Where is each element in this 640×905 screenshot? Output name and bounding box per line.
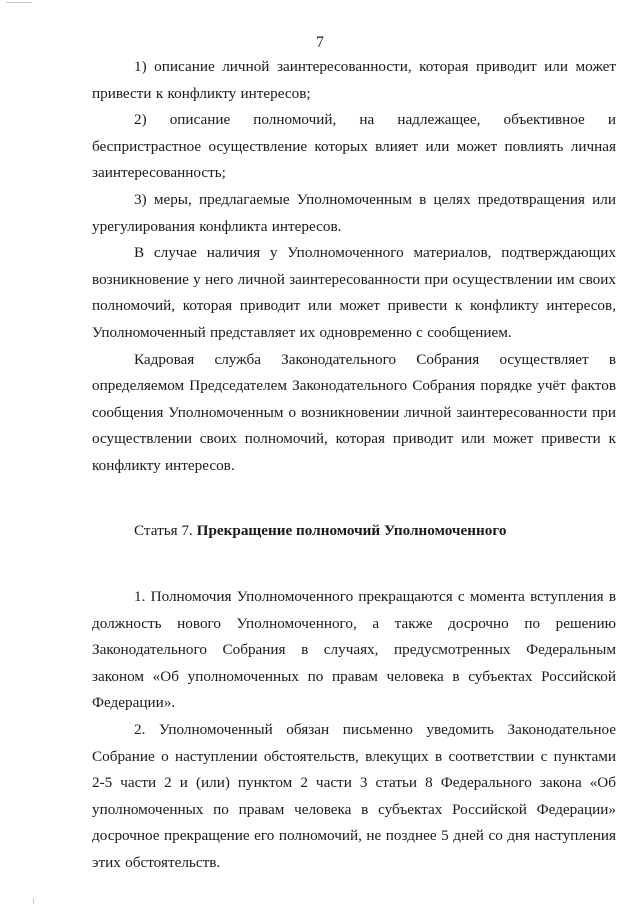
paragraph-item-2: 2) описание полномочий, на надлежащее, объективное и беспристрастное осуществление которых влияет или может повлиять личная заинтересованность; bbox=[92, 111, 616, 182]
paragraph-clause-2: 2. Уполномоченный обязан письменно уведомить Законодательное Собрание о наступлении обстоятельств, влекущих в соответствии с пунктами 2-5 части 2 и (или) пунктом 2 части 3 статьи 8 Федерального закона «Об уполномоченных по правам человека в субъектах Российской Федерации» досрочное прекращение его полномочий, не позднее 5 дней со дня наступления этих обстоятельств. bbox=[92, 721, 616, 872]
paragraph-item-3: 3) меры, предлагаемые Уполномоченным в целях предотвращения или урегулирования конфликта интересов. bbox=[92, 190, 616, 235]
paragraph-materials: В случае наличия у Уполномоченного материалов, подтверждающих возникновение у него личной заинтересованности при осуществлении им своих полномочий, которая приводит или может привести к конфликту интересов, Уполномоченный представляет их одновременно с сообщением. bbox=[92, 244, 616, 341]
article-label: Статья 7. bbox=[134, 521, 193, 539]
page-number: 7 bbox=[316, 34, 324, 51]
scan-edge-mark bbox=[6, 2, 32, 3]
scan-edge-mark bbox=[33, 898, 34, 904]
paragraph-item-1: 1) описание личной заинтересованности, которая приводит или может привести к конфликту интересов; bbox=[92, 58, 616, 102]
paragraph-clause-1: 1. Полномочия Уполномоченного прекращаются с момента вступления в должность нового Уполномоченного, а также досрочно по решению Законодательного Собрания в случаях, предусмотренных Федеральным законом «Об уполномоченных по правам человека в субъектах Российской Федерации». bbox=[92, 588, 616, 712]
paragraph-personnel-service: Кадровая служба Законодательного Собрания осуществляет в определяемом Председателем Законодательного Собрания порядке учёт фактов сообщения Уполномоченным о возникновении личной заинтересованности при осуществлении своих полномочий, которая приводит или может привести к конфликту интересов. bbox=[92, 350, 616, 474]
document-body bbox=[92, 54, 616, 877]
article-heading bbox=[92, 518, 616, 545]
article-title: Прекращение полномочий Уполномоченного bbox=[196, 521, 507, 539]
